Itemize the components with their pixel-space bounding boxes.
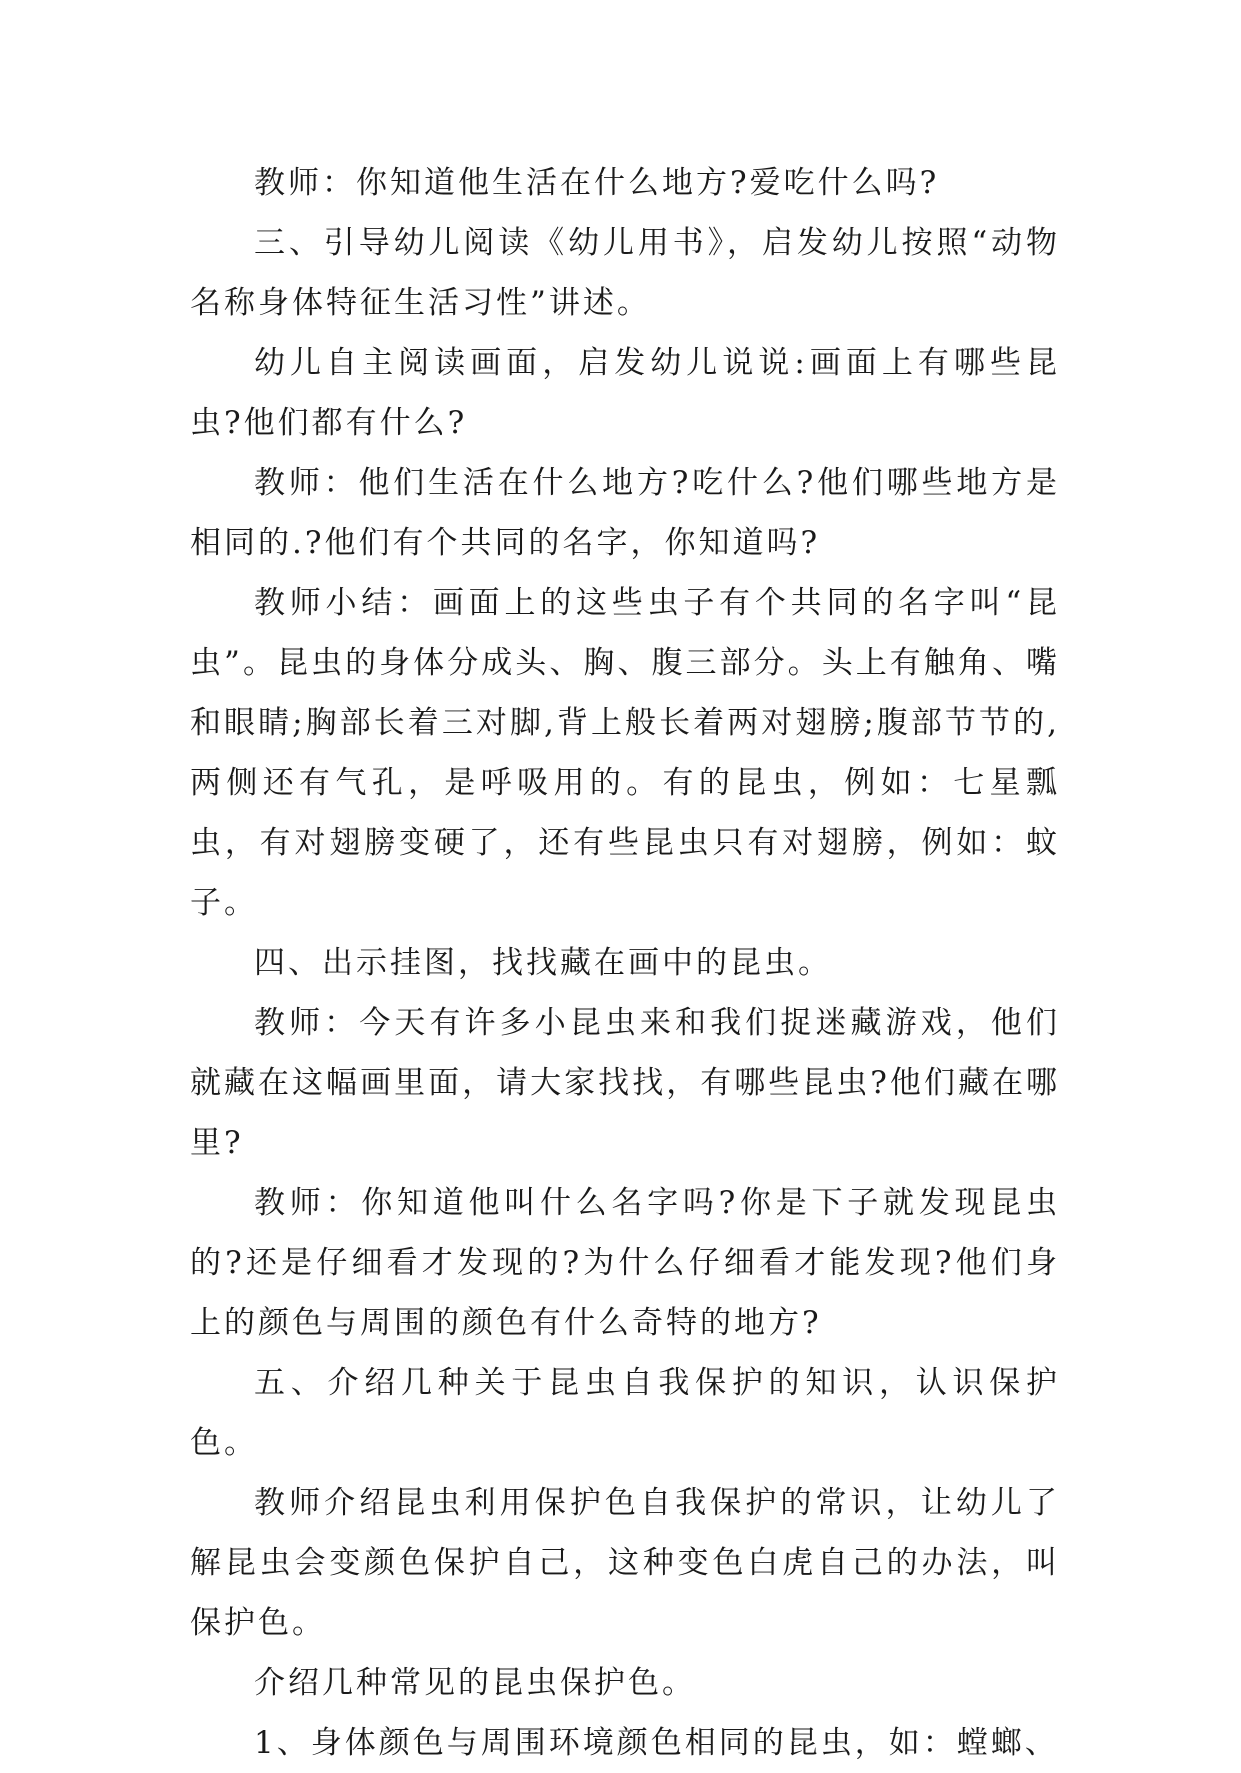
paragraph-teacher-summary: 教师小结：画面上的这些虫子有个共同的名字叫“昆虫”。昆虫的身体分成头、胸、腹三部分。头上有触角、嘴和眼睛;胸部长着三对脚,背上般长着两对翅膀;腹部节节的,两侧还有气孔，是呼吸用的。有的昆虫，例如：七星瓢虫，有对翅膀变硬了，还有些昆虫只有对翅膀，例如：蚊子。 [190, 585, 1060, 921]
paragraph-teacher-question-colors: 教师：你知道他叫什么名字吗?你是下子就发现昆虫的?还是仔细看才发现的?为什么仔细看才能发现?他们身上的颜色与周围的颜色有什么奇特的地方? [190, 1185, 1060, 1341]
paragraph-item-one: 1、身体颜色与周围环境颜色相同的昆虫，如：螳螂、 [254, 1725, 1059, 1761]
paragraph-common-protective-colors: 介绍几种常见的昆虫保护色。 [254, 1665, 696, 1701]
document-body [190, 153, 1060, 1773]
paragraph-teacher-question-common: 教师：他们生活在什么地方?吃什么?他们哪些地方是相同的.?他们有个共同的名字，你知道吗? [190, 465, 1060, 561]
paragraph-step-three-reading: 三、引导幼儿阅读《幼儿用书》，启发幼儿按照“动物名称身体特征生活习性”讲述。 [190, 225, 1060, 321]
paragraph-teacher-question-habitat: 教师：你知道他生活在什么地方?爱吃什么吗? [254, 165, 940, 201]
paragraph-step-four-wallchart: 四、出示挂图，找找藏在画中的昆虫。 [254, 945, 832, 981]
paragraph-step-five-protective-color: 五、介绍几种关于昆虫自我保护的知识，认识保护色。 [190, 1365, 1060, 1461]
paragraph-child-reading: 幼儿自主阅读画面，启发幼儿说说:画面上有哪些昆虫?他们都有什么? [190, 345, 1060, 441]
paragraph-teacher-hide-and-seek: 教师：今天有许多小昆虫来和我们捉迷藏游戏，他们就藏在这幅画里面，请大家找找，有哪些昆虫?他们藏在哪里? [190, 1005, 1060, 1161]
paragraph-teacher-introduces-protective-color: 教师介绍昆虫利用保护色自我保护的常识，让幼儿了解昆虫会变颜色保护自己，这种变色白虎自己的办法，叫保护色。 [190, 1485, 1060, 1641]
